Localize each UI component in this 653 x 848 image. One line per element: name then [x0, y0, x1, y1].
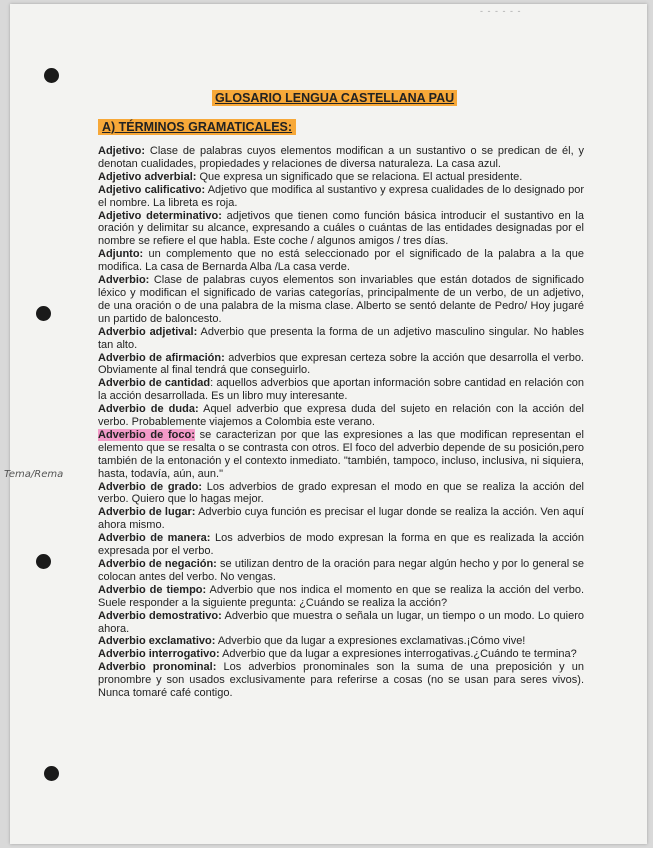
glossary-definition: Adverbio que presenta la forma de un adjetivo masculino singular. No hables tan alto.: [98, 325, 584, 351]
glossary-entry: [98, 403, 584, 429]
section-heading: A) TÉRMINOS GRAMATICALES:: [98, 119, 296, 135]
glossary-entry: [98, 377, 584, 403]
glossary-term: Adjetivo adverbial:: [98, 170, 197, 183]
glossary-term: Adverbio interrogativo:: [98, 648, 220, 661]
glossary-term: Adverbio de cantidad: [98, 377, 211, 390]
glossary-entry: [98, 661, 584, 700]
glossary-definition: se caracterizan por que las expresiones a las que modifican representan el elemento que se resalta o se contrasta con otros. El foco del adverbio depende de su posición,pero también de la entonación y el contexto inmediato. "también, tampoco, incluso, inclusiva, ni siquiera, hasta, todavía, aún, aun.": [98, 428, 584, 480]
glossary-definition: : aquellos adverbios que aportan información sobre cantidad en relación con la acción desarrollada. Es un libro muy interesante.: [98, 377, 585, 403]
glossary-entry: [98, 506, 584, 532]
glossary-term: Adverbio de duda:: [98, 403, 199, 416]
glossary-definition: Adverbio que da lugar a expresiones interrogativas.¿Cuándo te termina?: [219, 648, 577, 661]
glossary-term: Adjetivo determinativo:: [98, 209, 222, 222]
glossary-term: Adjetivo calificativo:: [98, 183, 206, 196]
glossary-definition: Adverbio cuya función es precisar el lugar donde se realiza la acción. Ven aquí ahora mismo.: [98, 506, 584, 532]
glossary-definition: Que expresa un significado que se relaciona. El actual presidente.: [196, 170, 523, 183]
glossary-term: Adjunto:: [98, 248, 144, 261]
glossary-entry: [98, 274, 584, 326]
glossary-entry: [98, 210, 584, 249]
document-page: [4, 4, 647, 844]
glossary-term: Adverbio demostrativo:: [98, 609, 222, 622]
glossary-entry: [98, 648, 584, 661]
glossary-entry: [98, 352, 584, 378]
glossary-term: Adverbio de afirmación:: [98, 351, 225, 364]
glossary-definition: Adverbio que muestra o señala un lugar, un tiempo o un modo. Lo quiero ahora.: [98, 609, 584, 635]
glossary-term: Adverbio exclamativo:: [98, 635, 216, 648]
glossary-definition: adjetivos que tienen como función básica introducir el sustantivo en la oración y delimitar su alcance, expresando a cuáles o cuántas de las entidades designadas por el nombre se refiere el que habla. Este coche / algunos amigos / tres días.: [98, 209, 584, 248]
glossary-definition: Aquel adverbio que expresa duda del sujeto en relación con la acción del verbo. Probablemente viajemos a Colombia este verano.: [98, 403, 584, 429]
faded-scribble: - - - - - -: [480, 6, 522, 16]
glossary-entry: [98, 248, 584, 274]
glossary-definition: un complemento que no está seleccionado por el significado de la palabra a la que modifica. La casa de Bernarda Alba /La casa verde.: [98, 248, 584, 274]
glossary-definition: Adverbio que nos indica el momento en que se realiza la acción del verbo. Suele responder a la siguiente pregunta: ¿Cuándo se realiza la acción?: [98, 583, 584, 609]
glossary-term: Adjetivo:: [98, 145, 146, 157]
glossary-entry: [98, 184, 584, 210]
glossary-term: Adverbio de tiempo:: [98, 583, 207, 596]
glossary-definition: Los adverbios de grado expresan el modo en que se realiza la acción del verbo. Quiero que lo hagas mejor.: [98, 480, 585, 506]
glossary-definition: Clase de palabras cuyos elementos son invariables que están dotados de significado léxico y modifican el significado de varias categorías, principalmente de un verbo, de un adjetivo, de una oración o de una palabra de la misma clase. Alberto se sentó delante de Pedro/ Hoy jugaré un partido de baloncesto.: [98, 274, 584, 325]
glossary-entry: [98, 532, 584, 558]
glossary-definition: Los adverbios de modo expresan la forma en que es realizada la acción expresada por el verbo.: [98, 532, 585, 558]
glossary-term: Adverbio de grado:: [98, 480, 203, 493]
binder-hole: [44, 766, 59, 781]
glossary-entry: [98, 635, 584, 648]
binder-hole: [36, 554, 51, 569]
glossary-entry: [98, 558, 584, 584]
handwritten-margin-note: Tema/Rema: [4, 469, 64, 480]
glossary-term: Adverbio:: [98, 274, 150, 287]
glossary-term: Adverbio pronominal:: [98, 661, 217, 674]
glossary-term: Adverbio de manera:: [98, 532, 211, 545]
glossary-entry: [98, 171, 584, 184]
glossary-definition: Adverbio que da lugar a expresiones exclamativas.¡Cómo vive!: [215, 635, 526, 648]
glossary-definition: Clase de palabras cuyos elementos modifican a un sustantivo o se predican de él, y denotan cualidades, propiedades y relaciones de diversa naturaleza. La casa azul.: [98, 145, 584, 170]
glossary-definition: Los adverbios pronominales son la suma de una preposición y un pronombre y son usados exclusivamente para referirse a cosas (no se usan para seres vivos). Nunca tomaré café contigo.: [98, 661, 584, 700]
glossary-term: Adverbio de foco:: [98, 428, 195, 441]
binder-hole: [44, 68, 59, 83]
glossary-entry: [98, 429, 584, 481]
glossary-term: Adverbio de lugar:: [98, 506, 196, 519]
glossary-term: Adverbio adjetival:: [98, 325, 198, 338]
glossary-body: [98, 145, 584, 700]
glossary-definition: adverbios que expresan certeza sobre la acción que desarrolla el verbo. Obviamente al final tendrá que conseguirlo.: [98, 351, 584, 377]
glossary-definition: se utilizan dentro de la oración para negar algún hecho y por lo general se colocan antes del verbo. No vengas.: [98, 558, 585, 583]
glossary-entry: [98, 145, 584, 171]
glossary-term: Adverbio de negación:: [98, 558, 217, 570]
page-title: GLOSARIO LENGUA CASTELLANA PAU: [212, 90, 457, 106]
glossary-definition: Adjetivo que modifica al sustantivo y expresa cualidades de lo designado por el nombre. La libreta es roja.: [98, 183, 584, 209]
glossary-entry: [98, 584, 584, 610]
glossary-entry: [98, 326, 584, 352]
binder-hole: [36, 306, 51, 321]
glossary-entry: [98, 610, 584, 636]
glossary-entry: [98, 481, 584, 507]
